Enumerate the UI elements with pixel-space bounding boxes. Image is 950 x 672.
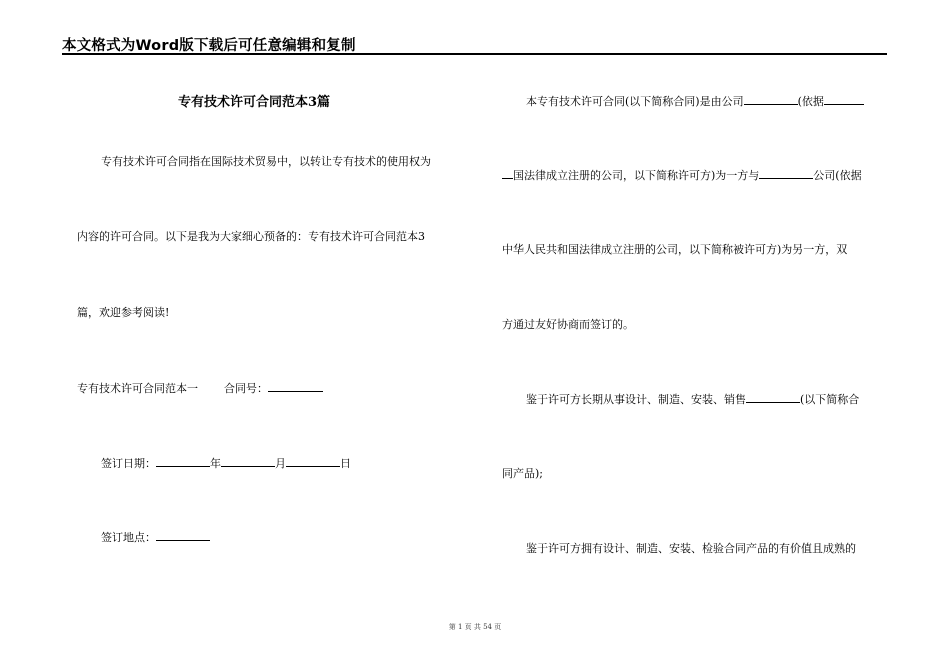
month-blank: [221, 456, 275, 467]
company-blank: [744, 94, 798, 105]
contract-no-blank: [268, 381, 323, 392]
document-title: 专有技术许可合同范本3篇: [178, 95, 331, 110]
sign-place-line: [101, 530, 210, 545]
paragraph-text: 国法律成立注册的公司，以下简称许可方)为一方与: [513, 169, 760, 182]
paragraph-line: [526, 94, 864, 109]
sign-place-label: 签订地点：: [101, 531, 156, 544]
document-header: [62, 33, 887, 55]
contract-heading-line: [77, 381, 323, 396]
sign-place-blank: [156, 530, 210, 541]
contract-no-label: 合同号：: [224, 382, 268, 395]
licensee-company-blank: [759, 168, 813, 179]
paragraph-text: 公司(依据: [813, 169, 862, 182]
product-blank: [746, 392, 800, 403]
month-label: 月: [275, 457, 286, 470]
paragraph-line: 专有技术许可合同指在国际技术贸易中，以转让专有技术的使用权为: [101, 155, 431, 168]
page-footer: 第 1 页 共 54 页: [448, 623, 502, 631]
paragraph-text: (以下简称合: [800, 393, 860, 406]
day-blank: [286, 456, 340, 467]
paragraph-text: (依据: [797, 95, 824, 108]
paragraph-line: [502, 168, 862, 183]
paragraph-line: 方通过友好协商而签订的。: [502, 318, 634, 331]
country-blank-cont: [502, 168, 513, 179]
paragraph-text: 本专有技术许可合同(以下简称合同)是由公司: [526, 95, 744, 108]
paragraph-line: 内容的许可合同。以下是我为大家细心预备的：专有技术许可合同范本3: [77, 230, 425, 243]
paragraph-line: 篇，欢迎参考阅读!: [77, 306, 170, 319]
sign-date-line: [101, 456, 351, 471]
sign-date-label: 签订日期：: [101, 457, 156, 470]
day-label: 日: [340, 457, 351, 470]
paragraph-line: 同产品);: [502, 467, 543, 480]
paragraph-line: [526, 392, 859, 407]
country-blank: [824, 94, 864, 105]
contract-heading: 专有技术许可合同范本一: [77, 382, 198, 395]
year-blank: [156, 456, 210, 467]
header-text: 本文格式为Word版下载后可任意编辑和复制: [62, 38, 356, 54]
paragraph-line: 鉴于许可方拥有设计、制造、安装、检验合同产品的有价值且成熟的: [526, 542, 856, 555]
paragraph-text: 鉴于许可方长期从事设计、制造、安装、销售: [526, 393, 746, 406]
paragraph-line: 中华人民共和国法律成立注册的公司，以下简称被许可方)为另一方，双: [502, 243, 848, 256]
year-label: 年: [210, 457, 221, 470]
